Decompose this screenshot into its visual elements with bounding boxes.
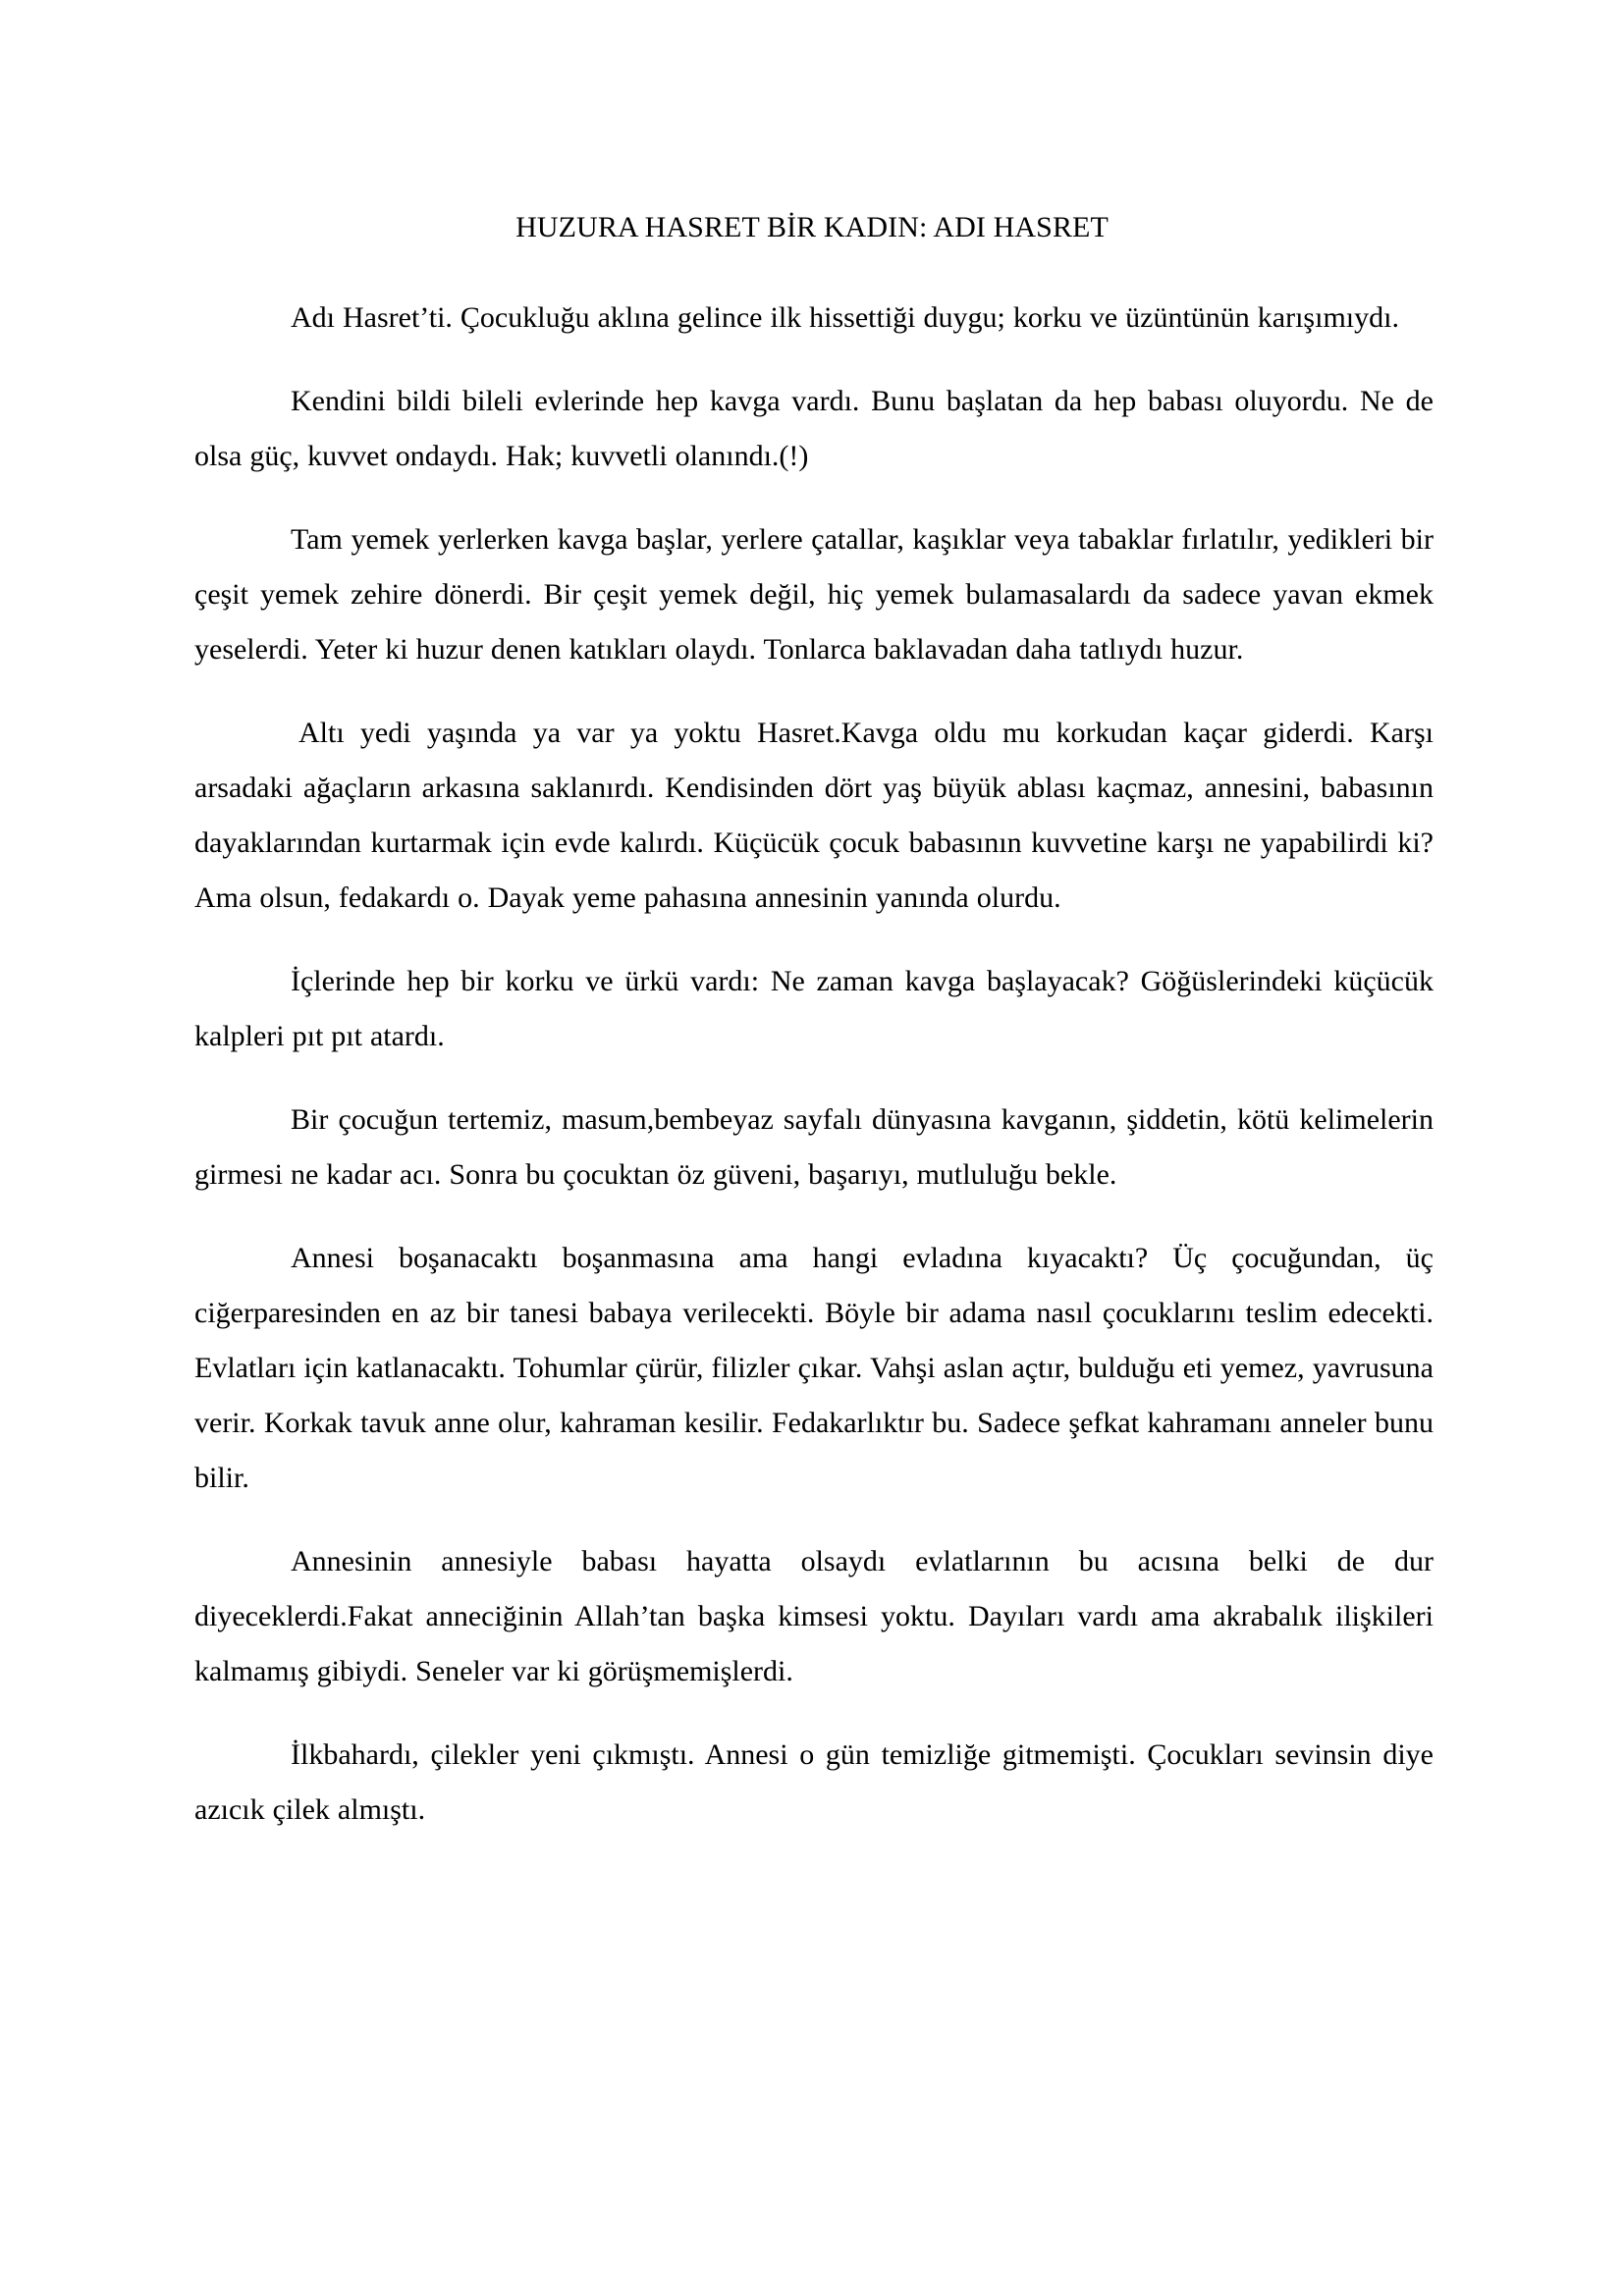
paragraph-7: Annesi boşanacaktı boşanmasına ama hangi evladına kıyacaktı? Üç çocuğundan, üç ciğerparesinden en az bir tanesi babaya verilecekti. Böyle bir adama nasıl çocuklarını teslim edecekti. Evlatları için katlanacaktı. Tohumlar çürür, filizler çıkar. Vahşi aslan açtır, bulduğu eti yemez, yavrusuna verir. Korkak tavuk anne olur, kahraman kesilir. Fedakarlıktır bu. Sadece şefkat kahramanı anneler bunu bilir.: [194, 1242, 1434, 1494]
paragraph-6: Bir çocuğun tertemiz, masum,bembeyaz sayfalı dünyasına kavganın, şiddetin, kötü kelimelerin girmesi ne kadar acı. Sonra bu çocuktan öz güveni, başarıyı, mutluluğu bekle.: [194, 1103, 1434, 1191]
paragraph-3: Tam yemek yerlerken kavga başlar, yerlere çatallar, kaşıklar veya tabaklar fırlatılır, yedikleri bir çeşit yemek zehire dönerdi. Bir çeşit yemek değil, hiç yemek bulamasalardı da sadece yavan ekmek yeselerdi. Yeter ki huzur denen katıkları olaydı. Tonlarca baklavadan daha tatlıydı huzur.: [194, 523, 1434, 666]
paragraph-5: İçlerinde hep bir korku ve ürkü vardı: Ne zaman kavga başlayacak? Göğüslerindeki küçücük kalpleri pıt pıt atardı.: [194, 965, 1434, 1052]
paragraph-9: İlkbahardı, çilekler yeni çıkmıştı. Annesi o gün temizliğe gitmemişti. Çocukları sevinsin diye azıcık çilek almıştı.: [194, 1738, 1434, 1826]
document-title: HUZURA HASRET BİR KADIN: ADI HASRET: [515, 211, 1109, 243]
document-body: [194, 291, 1434, 1866]
paragraph-2: Kendini bildi bileli evlerinde hep kavga vardı. Bunu başlatan da hep babası oluyordu. Ne de olsa güç, kuvvet ondaydı. Hak; kuvvetli olanındı.(!): [194, 385, 1434, 472]
paragraph-1: Adı Hasret’ti. Çocukluğu aklına gelince ilk hissettiği duygu; korku ve üzüntünün karışımıydı.: [291, 301, 1399, 334]
paragraph-8: Annesinin annesiyle babası hayatta olsaydı evlatlarının bu acısına belki de dur diyeceklerdi.Fakat anneciğinin Allah’tan başka kimsesi yoktu. Dayıları vardı ama akrabalık ilişkileri kalmamış gibiydi. Seneler var ki görüşmemişlerdi.: [194, 1545, 1434, 1687]
paragraph-4: Altı yedi yaşında ya var ya yoktu Hasret.Kavga oldu mu korkudan kaçar giderdi. Karşı arsadaki ağaçların arkasına saklanırdı. Kendisinden dört yaş büyük ablası kaçmaz, annesini, babasının dayaklarından kurtarmak için evde kalırdı. Küçücük çocuk babasının kuvvetine karşı ne yapabilirdi ki? Ama olsun, fedakardı o. Dayak yeme pahasına annesinin yanında olurdu.: [194, 717, 1434, 914]
